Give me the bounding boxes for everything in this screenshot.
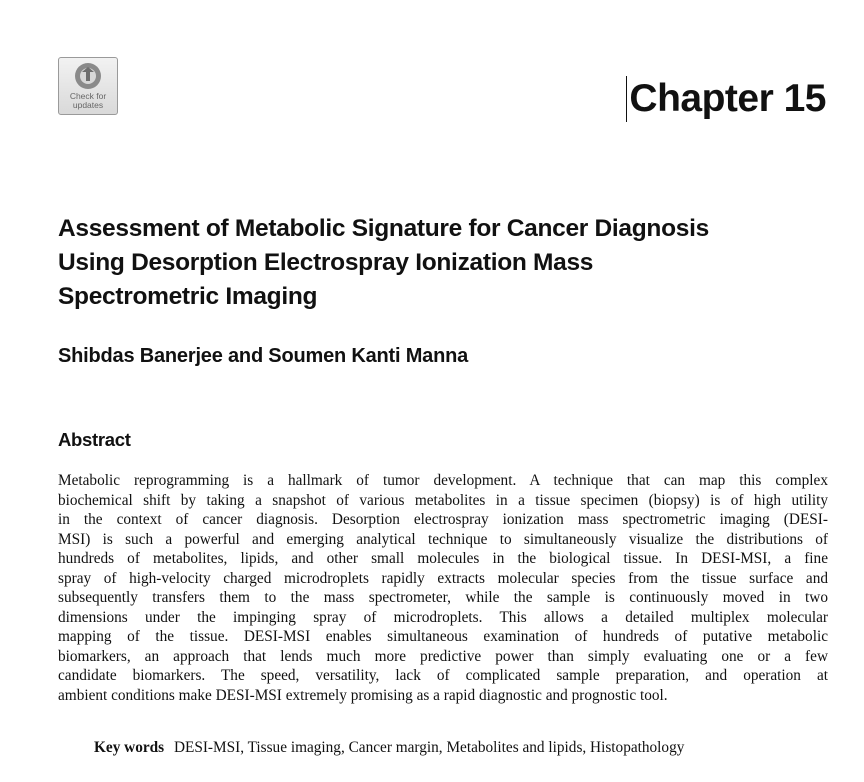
badge-label [59,92,117,110]
check-for-updates-icon [73,61,103,91]
abstract-line: spray of high-velocity charged microdroplets rapidly extracts molecular species from the tissue surface and [58,569,828,587]
abstract-line: MSI) is such a powerful and emerging analytical technique to simultaneously visualize the distributions of [58,530,828,548]
abstract-line: subsequently transfers them to the mass spectrometer, while the sample is continuously moved in two [58,589,828,606]
badge-label-line1: Check for [69,91,107,101]
abstract-heading: Abstract [58,429,131,450]
abstract-line: ambient conditions make DESI-MSI extremely promising as a rapid diagnostic and prognostic tool. [58,686,668,704]
abstract-line: mapping of the tissue. DESI-MSI enables simultaneous examination of hundreds of putative metabolic [58,628,828,645]
abstract-line: Metabolic reprogramming is a hallmark of tumor development. A technique that can map this complex [58,472,828,489]
abstract-body [58,471,828,705]
keywords-label: Key words [94,739,165,756]
abstract-line: candidate biomarkers. The speed, versatility, lack of complicated sample preparation, and operation at [58,667,828,684]
abstract-line: biochemical shift by taking a snapshot of various metabolites in a tissue specimen (biopsy) is of high utility [58,491,828,509]
keywords [94,738,684,758]
badge-label-line2: updates [72,100,104,110]
keywords-text: DESI-MSI, Tissue imaging, Cancer margin, Metabolites and lipids, Histopathology [173,739,685,756]
authors: Shibdas Banerjee and Soumen Kanti Manna [58,345,469,367]
chapter-number: Chapter 15 [626,76,826,122]
abstract-line: in the context of cancer diagnosis. Desorption electrospray ionization mass spectrometric imaging (DESI- [58,511,828,528]
title-line: Using Desorption Electrospray Ionization Mass [58,249,594,276]
check-for-updates-badge[interactable] [58,57,118,115]
abstract-line: dimensions under the impinging spray of microdroplets. This allows a detailed multiplex molecular [58,608,828,626]
paper-title [58,212,818,314]
title-line: Assessment of Metabolic Signature for Cancer Diagnosis [58,215,709,242]
abstract-line: hundreds of metabolites, lipids, and other small molecules in the biological tissue. In DESI-MSI, a fine [58,550,828,567]
title-line: Spectrometric Imaging [58,283,318,310]
abstract-line: biomarkers, an approach that lends much more predictive power than simply evaluating one or a few [58,647,828,665]
